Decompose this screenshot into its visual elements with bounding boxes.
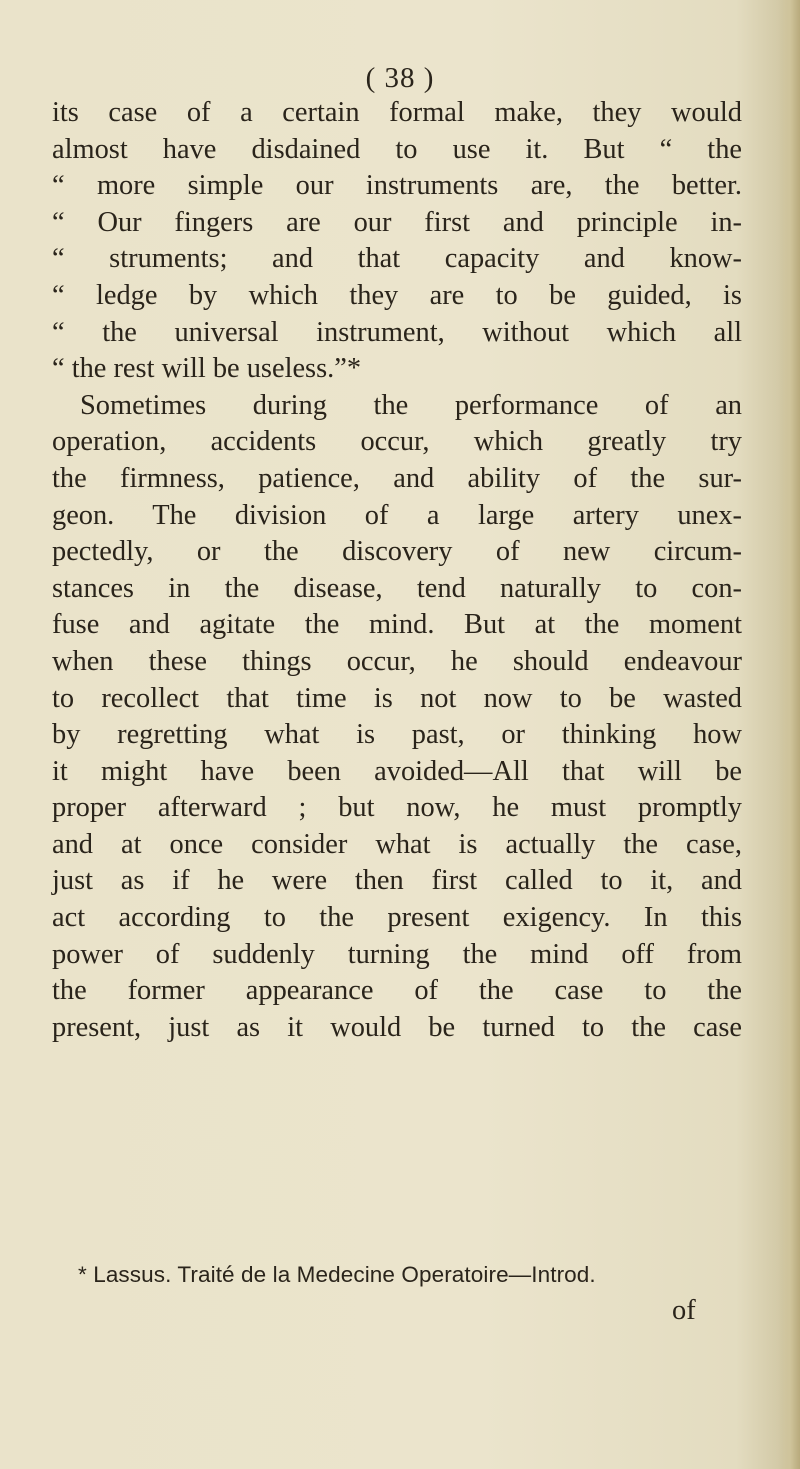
body-text — [52, 95, 742, 1046]
text-line: operation, accidents occur, which greatly try — [52, 426, 742, 458]
text-line: almost have disdained to use it. But “ the — [52, 133, 742, 165]
text-line: geon. The division of a large artery unex- — [52, 499, 742, 531]
text-line: power of suddenly turning the mind off from — [52, 938, 742, 970]
text-line: the former appearance of the case to the — [52, 975, 742, 1007]
text-line: “ Our fingers are our first and principle in- — [52, 206, 742, 238]
text-line: by regretting what is past, or thinking how — [52, 719, 742, 751]
text-line: “ the universal instrument, without which all — [52, 316, 742, 348]
text-line: when these things occur, he should endeavour — [52, 645, 742, 677]
text-line: “ ledge by which they are to be guided, is — [52, 279, 742, 311]
text-line: its case of a certain formal make, they would — [52, 97, 742, 128]
text-line: proper afterward ; but now, he must promptly — [52, 792, 742, 824]
text-line: act according to the present exigency. In this — [52, 902, 742, 934]
text-line: the firmness, patience, and ability of the sur- — [52, 462, 742, 494]
text-line: stances in the disease, tend naturally to con- — [52, 572, 742, 604]
page-edge-shadow — [778, 0, 800, 1469]
text-line: Sometimes during the performance of an — [80, 389, 742, 421]
text-line: it might have been avoided—All that will be — [52, 755, 742, 787]
text-line: “ more simple our instruments are, the better. — [52, 170, 742, 202]
text-line: “ the rest will be useless.”* — [52, 353, 362, 385]
text-line: pectedly, or the discovery of new circum- — [52, 536, 742, 568]
catchword: of — [672, 1295, 696, 1326]
text-line: fuse and agitate the mind. But at the moment — [52, 609, 742, 641]
page-number: ( 38 ) — [365, 62, 435, 94]
text-line: and at once consider what is actually the case, — [52, 828, 742, 860]
text-line: just as if he were then first called to it, and — [52, 865, 742, 897]
text-line: present, just as it would be turned to the case — [52, 1011, 742, 1043]
text-line: to recollect that time is not now to be wasted — [52, 682, 742, 714]
text-line: “ struments; and that capacity and know- — [52, 243, 742, 275]
footnote: * Lassus. Traité de la Medecine Operatoire—Introd. — [78, 1262, 596, 1287]
